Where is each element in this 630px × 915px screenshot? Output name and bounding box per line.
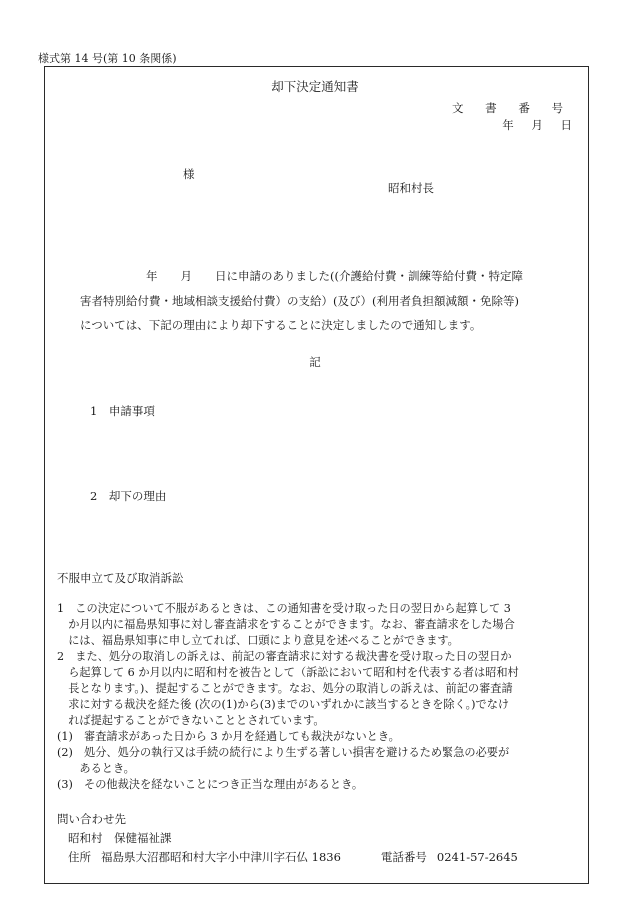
contact-department: 昭和村 保健福祉課 bbox=[68, 831, 172, 845]
phone-number: 0241-57-2645 bbox=[436, 850, 518, 864]
contact-heading: 問い合わせ先 bbox=[57, 812, 126, 826]
notice-line: ら起算して 6 か月以内に昭和村を被告として（訴訟において昭和村を代表する者は昭和村 bbox=[57, 666, 519, 679]
notice-line: (1) 審査請求があった日から 3 か月を経過しても裁決がないとき。 bbox=[57, 730, 400, 743]
contact-address-row bbox=[68, 849, 518, 865]
appeal-heading: 不服申立て及び取消訴訟 bbox=[57, 571, 184, 585]
notice-line: 1 この決定について不服があるときは、この通知書を受け取った日の翌日から起算して 3 bbox=[57, 602, 511, 615]
document-number-label: 文 書 番 号 bbox=[452, 101, 572, 115]
notice-line: (2) 処分、処分の執行又は手続の続行により生ずる著しい損害を避けるため緊急の必要が bbox=[57, 746, 510, 759]
addressee-honorific: 様 bbox=[183, 167, 195, 181]
notice-line: には、福島県知事に申し立てれば、口頭により意見を述べることができます。 bbox=[57, 634, 459, 647]
notice-line: あるとき。 bbox=[57, 762, 135, 775]
date-year-label: 年 bbox=[502, 118, 514, 132]
form-number: 様式第 14 号(第 10 条関係) bbox=[38, 52, 177, 65]
sender-name: 昭和村長 bbox=[388, 181, 434, 195]
phone-label: 電話番号 bbox=[380, 850, 427, 864]
address-label: 住所 bbox=[68, 850, 91, 864]
notice-line: 求に対する裁決を経た後 (次の(1)から(3)までのいずれかに該当するときを除く。)でなけ bbox=[57, 698, 510, 711]
body-line-1: 年 月 日に申請のありました((介護給付費・訓練等給付費・特定障 bbox=[146, 269, 523, 283]
item-application-matter: 1 申請事項 bbox=[90, 404, 155, 418]
date-month-label: 月 bbox=[531, 118, 543, 132]
notice-line: か月以内に福島県知事に対し審査請求をすることができます。なお、審査請求をした場合 bbox=[57, 618, 515, 631]
date-day-label: 日 bbox=[560, 118, 572, 132]
address-value: 福島県大沼郡昭和村大字小中津川字石仏 1836 bbox=[101, 850, 341, 864]
notice-line: 2 また、処分の取消しの訴えは、前記の審査請求に対する裁決書を受け取った日の翌日か bbox=[57, 650, 512, 663]
body-line-3: については、下記の理由により却下することに決定しましたので通知します。 bbox=[80, 318, 482, 332]
body-line-2: 害者特別給付費・地域相談支援給付費）の支給）(及び）(利用者負担額減額・免除等) bbox=[80, 294, 519, 308]
notice-line: (3) その他裁決を経ないことにつき正当な理由があるとき。 bbox=[57, 778, 364, 791]
notice-line: 長となります。)、提起することができます。なお、処分の取消しの訴えは、前記の審査請 bbox=[57, 682, 513, 695]
ki-heading: 記 bbox=[309, 355, 321, 369]
document-date bbox=[488, 117, 572, 133]
notice-line: れば提起することができないこととされています。 bbox=[57, 714, 325, 727]
item-rejection-reason: 2 却下の理由 bbox=[90, 489, 167, 503]
document-title: 却下決定通知書 bbox=[271, 79, 359, 94]
